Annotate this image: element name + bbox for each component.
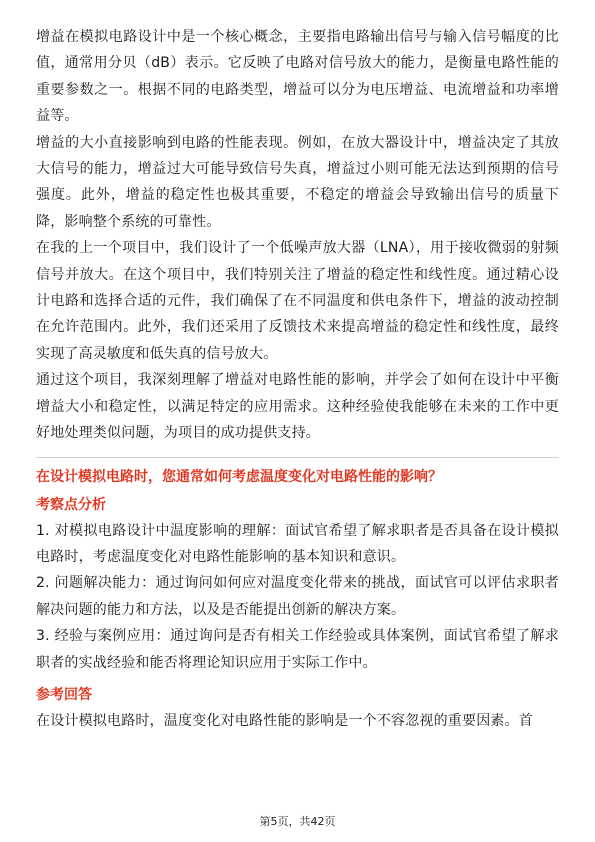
page-number: 第5页，共42页 [259, 815, 336, 828]
intro-paragraph-2: 增益的大小直接影响到电路的性能表现。例如，在放大器设计中，增益决定了其放大信号的能力，增益过大可能导致信号失真，增益过小则可能无法达到预期的信号强度。此外，增益的稳定性也极其重要，不稳定的增益会导致输出信号的质量下降，影响整个系统的可靠性。 [36, 134, 559, 230]
answer-heading: 参考回答 [36, 686, 92, 703]
intro-paragraph-4: 通过这个项目，我深刻理解了增益对电路性能的影响，并学会了如何在设计中平衡增益大小和稳定性，以满足特定的应用需求。这种经验使我能够在未来的工作中更好地处理类似问题，为项目的成功提供支持。 [36, 372, 559, 442]
analysis-item-1: 1. 对模拟电路设计中温度影响的理解：面试官希望了解求职者是否具备在设计模拟电路时，考虑温度变化对电路性能影响的基本知识和意识。 [36, 522, 559, 565]
intro-paragraph-3: 在我的上一个项目中，我们设计了一个低噪声放大器（LNA），用于接收微弱的射频信号并放大。在这个项目中，我们特别关注了增益的稳定性和线性度。通过精心设计电路和选择合适的元件，我们确保了在不同温度和供电条件下，增益的波动控制在允许范围内。此外，我们还采用了反馈技术来提高增益的稳定性和线性度，最终实现了高灵敏度和低失真的信号放大。 [36, 240, 559, 362]
analysis-item-3: 3. 经验与案例应用：通过询问是否有相关工作经验或具体案例，面试官希望了解求职者的实战经验和能否将理论知识应用于实际工作中。 [36, 628, 559, 671]
document-page [36, 24, 559, 734]
section-divider [36, 457, 559, 458]
analysis-item-2: 2. 问题解决能力：通过询问如何应对温度变化带来的挑战，面试官可以评估求职者解决问题的能力和方法，以及是否能提出创新的解决方案。 [36, 575, 559, 618]
analysis-heading: 考察点分析 [36, 496, 106, 513]
interview-question: 在设计模拟电路时，您通常如何考虑温度变化对电路性能的影响？ [36, 468, 442, 485]
intro-paragraph-1: 增益在模拟电路设计中是一个核心概念，主要指电路输出信号与输入信号幅度的比值，通常用分贝（dB）表示。它反映了电路对信号放大的能力，是衡量电路性能的重要参数之一。根据不同的电路类型，增益可以分为电压增益、电流增益和功率增益等。 [36, 29, 559, 125]
answer-text: 在设计模拟电路时，温度变化对电路性能的影响是一个不容忽视的重要因素。首 [36, 712, 533, 729]
